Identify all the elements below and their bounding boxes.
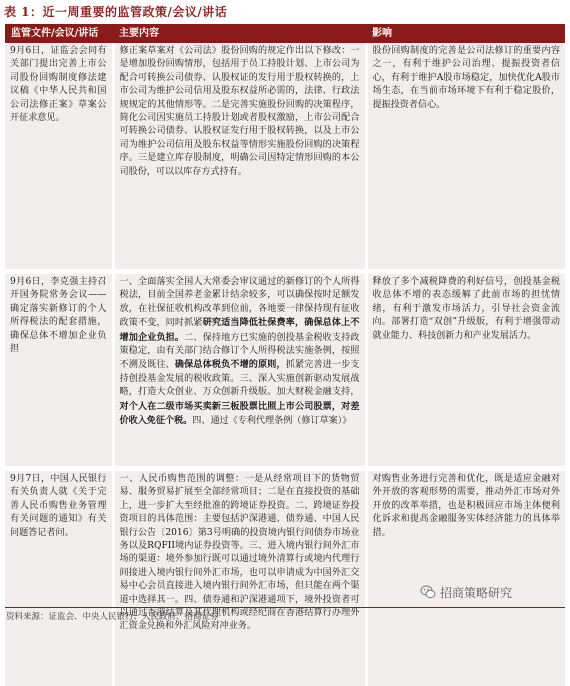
content-text: 修正案草案对《公司法》股份回购的规定作出以下修改：一是增加股份回购情形，包括用于员工持股计划、上市公司为配合可转换公司债券、认股权证的发行用于股权转换的，上市公司为维护公司信用及股东权益所必需的，法律、行政法规规定的其他情形等。二是完善实施股份回购的决策程序，简化公司因实施员工持股计划或者股权激励，上市公司配合可转换公司债券、认股权证发行用于股权转换，以及上市公司为维护公司信用及股东权益等情形实施股份回购的决策程序。三是建立库存股制度，明确公司因特定情形回购的本公司股份，可以以库存方式持有。 — [120, 46, 360, 177]
table-header-row — [5, 24, 565, 43]
content-text-bold: 确保总体税负不增的原则， — [175, 359, 286, 370]
content-text: 一、人民币购售范围的调整：一是从经常项目下的货物贸易、服务贸易扩展至全部经常项目；二是在直接投资的基础上，进一步扩大至经批准的跨境证券投资。二、跨境证券投资项目的具体范围：主要包括沪深港通、债券通、中国人民银行公告〔2016〕第3号明确的投资境内银行间债券市场业务以及RQFII境内证券投资等。三、进入境内银行间外汇市场的渠道：境外参加行既可以通过境外清算行或境内代理行间接进入境内银行间外汇市场，也可以申请成为中国外汇交易中心会员直接进入境内银行间外汇市场，但只能在两个渠道中选择其一。四、债券通和沪深港通项下，境外投资者可以通过香港结算及其代理机构或经纪商在香港结算行办理外汇资金兑换和外汇风险对冲业务。 — [120, 474, 360, 631]
content-text: 一、全面落实全国人大常委会审议通过的新修订的个人所得税法，目前全国养老金累计结余较多，可以确保按时足额发放，在社保征收机构改革到位前，各地要一律保持现有征收政策不变，同时抓紧 — [120, 277, 360, 328]
footer-divider — [5, 607, 565, 608]
table-row — [5, 272, 565, 469]
content-text-bold: 对个人在二级市场买卖新三板股票比照上市公司股票，对差价收入免征个税。 — [120, 401, 360, 426]
watermark — [420, 583, 512, 601]
impact-cell: 对购售业务进行完善和优化，既是适应金融对外开放的客观形势的需要，推动外汇市场对外开放的改革举措，也是积极回应市场主体便利化诉求和提高金融服务实体经济能力的具体举措。 — [366, 469, 565, 686]
impact-cell: 释放了多个减税降费的利好信号，创投基金税收总体不增的表态缓解了此前市场的担忧情绪，有利于激发市场活力，引导社会资金流向。部署打造“双创”升级版，有利于增强带动就业能力、科技创新力和产业发展活力。 — [366, 272, 565, 469]
content-text: 抓紧完善进一步支持创投基金发展的税收政策。三、深入实施创新驱动发展战略，打造大众创业、万众创新升级版。加大财税金融支持， — [120, 360, 360, 397]
content-cell — [113, 43, 366, 272]
table-title: 表 1：近一周重要的监管政策/会议/讲话 — [4, 3, 404, 21]
content-cell — [113, 469, 366, 686]
content-text-bold: 研究适当降低社保费率，确保总体上不增加企业负担。 — [120, 317, 360, 342]
header-event: 监管文件/会议/讲话 — [5, 24, 113, 43]
source-note: 资料来源：证监会、中央人民银行、人民政府、招商证券 — [6, 610, 219, 622]
header-impact: 影响 — [366, 24, 565, 43]
event-cell: 9月6日，证监会会同有关部门提出完善上市公司股份回购制度修法建议稿《中华人民共和国公司法修正案》草案公开征求意见。 — [5, 43, 113, 272]
content-cell — [113, 272, 366, 469]
table-row — [5, 43, 565, 272]
watermark-text: 招商策略研究 — [440, 584, 512, 601]
event-cell: 9月6日，李克强主持召开国务院常务会议——确定落实新修订的个人所得税法的配套措施，确保总体不增加企业负担 — [5, 272, 113, 469]
table-row — [5, 469, 565, 686]
header-content: 主要内容 — [113, 24, 366, 43]
impact-cell: 股份回购制度的完善是公司法修订的重要内容之一，有利于维护公司治理、提振投资者信心，有利于维护A股市场稳定，加快优化A股市场生态，在当前市场环境下有利于稳定股价，提振投资者信心。 — [366, 43, 565, 272]
wechat-icon — [420, 584, 436, 600]
content-text: 四、通过《专利代理条例（修订草案）》 — [192, 416, 351, 426]
content-text: 二、保持地方已实施的创投基金税收支持政策稳定，由有关部门结合修订个人所得税法实施条例，按照不溯及既往、 — [120, 333, 360, 371]
event-cell: 9月7日，中国人民银行有关负责人就《关于完善人民币购售业务管理有关问题的通知》有关问题答记者问。 — [5, 469, 113, 686]
